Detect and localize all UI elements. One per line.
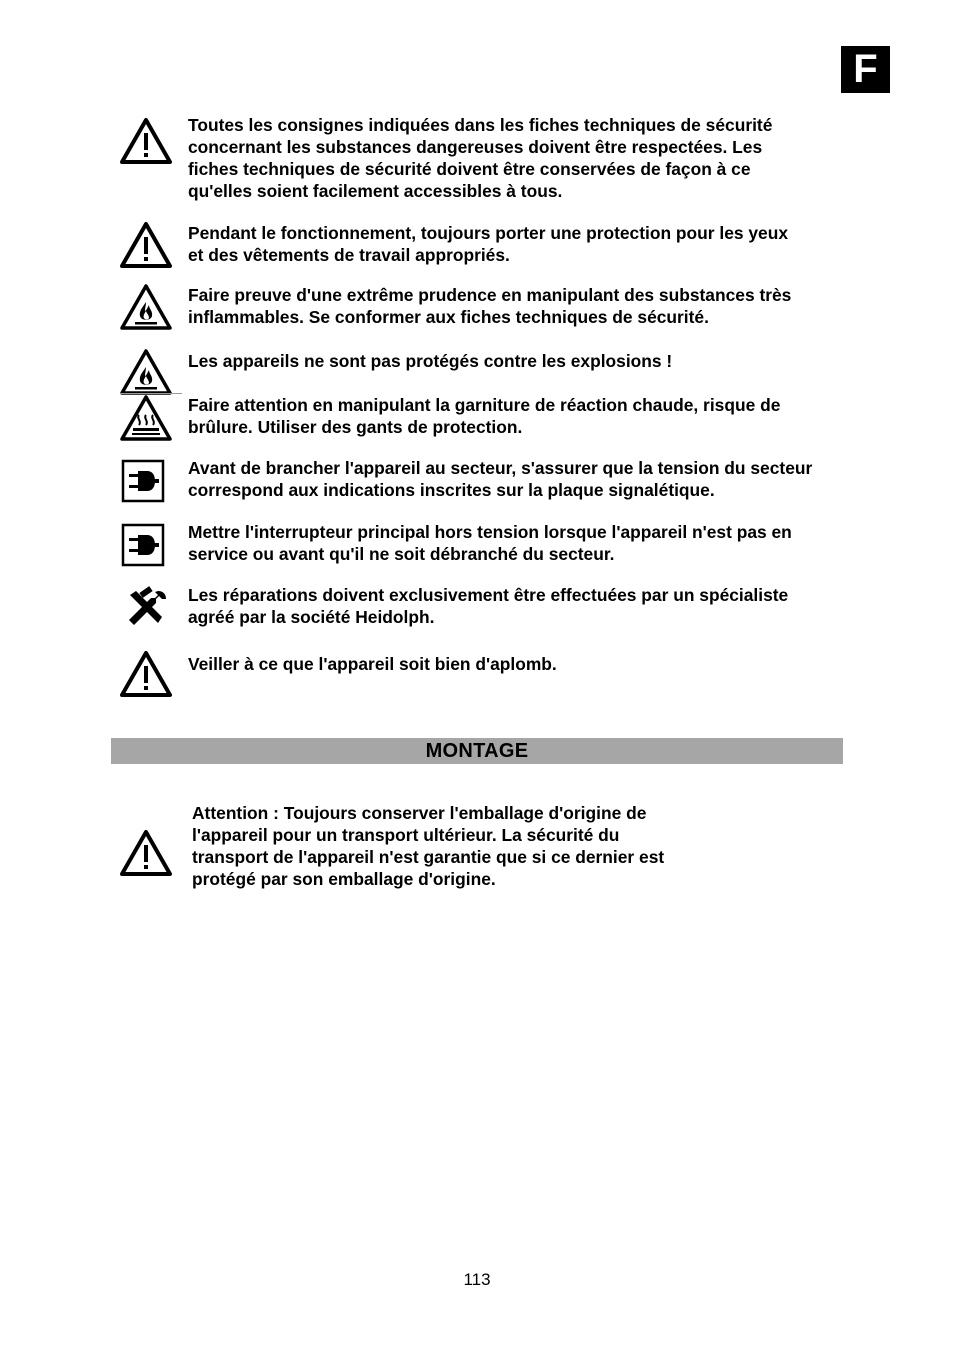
flammable-icon	[118, 280, 174, 336]
hot-surface-icon	[118, 391, 174, 447]
safety-item-text: Pendant le fonctionnement, toujours porter une protection pour les yeux et des vêtements de travail appropriés.	[188, 223, 789, 265]
safety-item-text: Faire preuve d'une extrême prudence en manipulant des substances très inflammables. Se conformer aux fiches techniques de sécurité.	[188, 285, 792, 327]
safety-item-text: Les appareils ne sont pas protégés contre les explosions !	[188, 351, 673, 371]
safety-item-text: Avant de brancher l'appareil au secteur, s'assurer que la tension du secteur correspond aux indications inscrites sur la plaque signalétique.	[188, 458, 813, 500]
plug-icon	[118, 456, 174, 512]
section-header	[111, 738, 843, 764]
tools-icon	[118, 583, 174, 639]
safety-item-text: Les réparations doivent exclusivement être effectuées par un spécialiste agréé par la société Heidolph.	[188, 585, 789, 627]
warning-icon	[118, 647, 174, 703]
safety-item-text: Mettre l'interrupteur principal hors tension lorsque l'appareil n'est pas en service ou avant qu'il ne soit débranché du secteur.	[188, 522, 792, 564]
warning-icon	[118, 114, 174, 170]
safety-item-text: Veiller à ce que l'appareil soit bien d'aplomb.	[188, 654, 557, 674]
page-number: 113	[463, 1270, 491, 1289]
language-tab: F	[841, 46, 890, 93]
warning-icon	[118, 218, 174, 274]
safety-item-text: Faire attention en manipulant la garniture de réaction chaude, risque de brûlure. Utiliser des gants de protection.	[188, 395, 781, 437]
attention-text: Attention : Toujours conserver l'emballage d'origine de l'appareil pour un transport ultérieur. La sécurité du transport de l'appareil n'est garantie que si ce dernier est protégé par son emballage d'origine.	[192, 803, 665, 889]
warning-icon	[118, 826, 174, 882]
plug-icon	[118, 520, 174, 576]
section-title: MONTAGE	[425, 740, 529, 762]
safety-item-text: Toutes les consignes indiquées dans les fiches techniques de sécurité concernant les substances dangereuses doivent être respectées. Les fiches techniques de sécurité doivent être conservées de façon à ce qu'elles soient facilement accessibles à tous.	[188, 115, 773, 201]
